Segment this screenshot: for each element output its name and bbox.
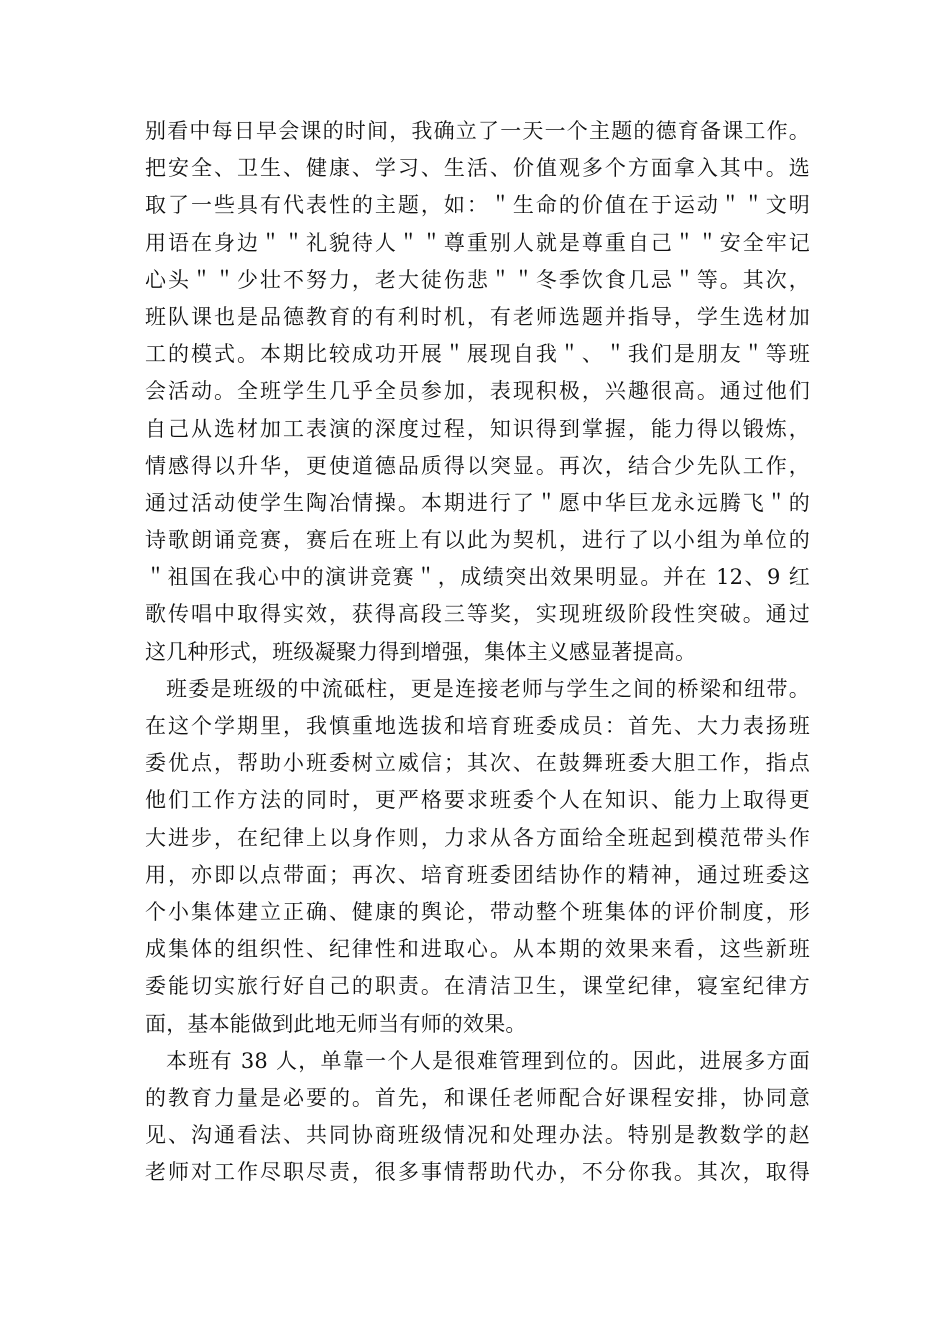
- text-line: 会活动。全班学生几乎全员参加，表现积极，兴趣很高。通过他们: [145, 379, 810, 404]
- text-line: 工的模式。本期比较成功开展＂展现自我＂、＂我们是朋友＂等班: [145, 342, 810, 367]
- text-line: 把安全、卫生、健康、学习、生活、价值观多个方面拿入其中。选: [145, 156, 810, 181]
- text-line: 这几种形式，班级凝聚力得到增强，集体主义感显著提高。: [145, 639, 697, 664]
- text-line: 成集体的组织性、纪律性和进取心。从本期的效果来看，这些新班: [145, 937, 810, 962]
- text-line: 歌传唱中取得实效，获得高段三等奖，实现班级阶段性突破。通过: [145, 602, 810, 627]
- text-line: 本班有 38 人，单靠一个人是很难管理到位的。因此，进展多方面: [166, 1048, 810, 1073]
- text-line: 用语在身边＂＂礼貌待人＂＂尊重别人就是尊重自己＂＂安全牢记: [145, 230, 810, 255]
- text-line: 委能切实旅行好自己的职责。在清洁卫生，课堂纪律，寝室纪律方: [145, 974, 810, 999]
- text-line: 取了一些具有代表性的主题，如：＂生命的价值在于运动＂＂文明: [145, 193, 810, 218]
- text-line: 大进步，在纪律上以身作则，力求从各方面给全班起到模范带头作: [145, 825, 810, 850]
- text-line: 别看中每日早会课的时间，我确立了一天一个主题的德育备课工作。: [145, 119, 810, 143]
- text-line: 诗歌朗诵竞赛，赛后在班上有以此为契机，进行了以小组为单位的: [145, 528, 810, 553]
- text-line: 他们工作方法的同时，更严格要求班委个人在知识、能力上取得更: [145, 788, 810, 813]
- text-line: 用，亦即以点带面；再次、培育班委团结协作的精神，通过班委这: [145, 862, 810, 887]
- text-line: 的教育力量是必要的。首先，和课任老师配合好课程安排，协同意: [145, 1085, 810, 1110]
- text-line: 班委是班级的中流砥柱，更是连接老师与学生之间的桥梁和纽带。: [166, 676, 810, 701]
- text-line: 情感得以升华，更使道德品质得以突显。再次，结合少先队工作，: [145, 453, 810, 478]
- text-line: 个小集体建立正确、健康的舆论，带动整个班集体的评价制度，形: [145, 899, 810, 924]
- text-line: 见、沟通看法、共同协商班级情况和处理办法。特别是教数学的赵: [145, 1123, 810, 1148]
- text-line: 班队课也是品德教育的有利时机，有老师选题并指导，学生选材加: [145, 304, 810, 329]
- document-body: [145, 113, 810, 1191]
- text-line: 自己从选材加工表演的深度过程，知识得到掌握，能力得以锻炼，: [145, 416, 810, 441]
- text-line: 委优点，帮助小班委树立威信；其次、在鼓舞班委大胆工作，指点: [145, 751, 810, 776]
- text-line: 在这个学期里，我慎重地选拔和培育班委成员：首先、大力表扬班: [145, 714, 810, 738]
- text-line: 面，基本能做到此地无师当有师的效果。: [145, 1011, 527, 1036]
- text-line: 心头＂＂少壮不努力，老大徒伤悲＂＂冬季饮食几忌＂等。其次，: [145, 267, 810, 292]
- text-line: 通过活动使学生陶冶情操。本期进行了＂愿中华巨龙永远腾飞＂的: [145, 490, 810, 515]
- text-line: ＂祖国在我心中的演讲竞赛＂，成绩突出效果明显。并在 12、9 红: [145, 565, 810, 590]
- text-line: 老师对工作尽职尽责，很多事情帮助代办，不分你我。其次，取得: [145, 1160, 810, 1185]
